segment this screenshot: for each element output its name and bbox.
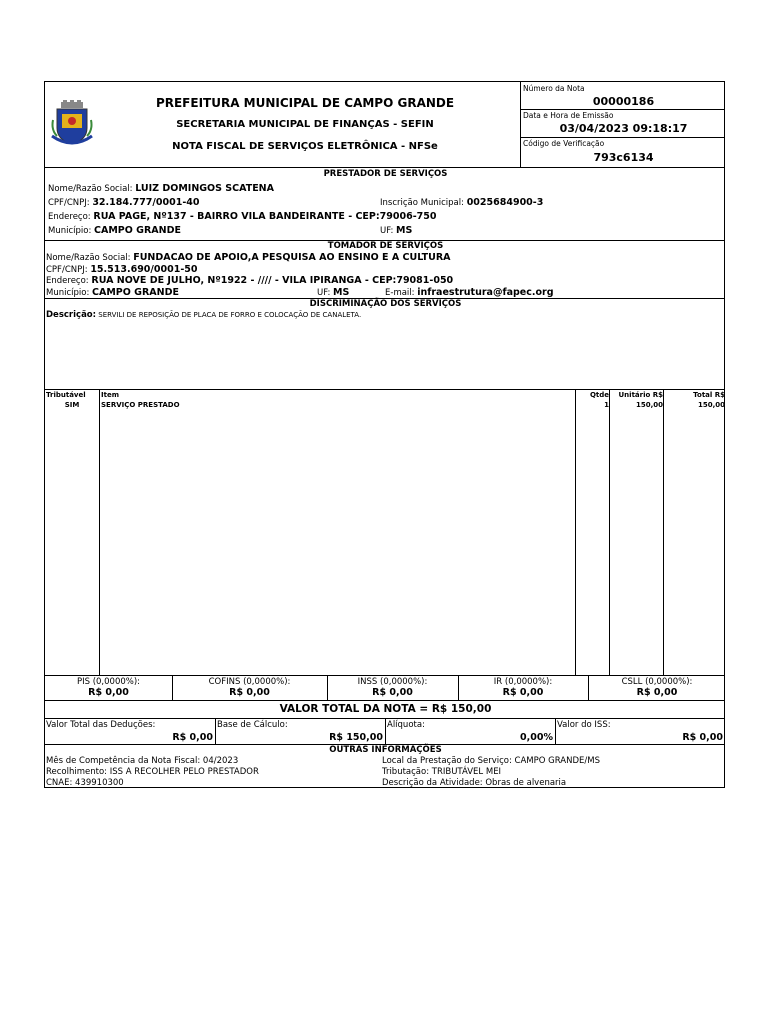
- numero-nota-label: Número da Nota: [523, 84, 585, 93]
- col-unitario-header: Unitário R$: [618, 391, 663, 399]
- prestador-uf-label: UF:: [380, 226, 394, 236]
- tributo-inss: [327, 677, 458, 698]
- tomador-uf-value: MS: [333, 287, 350, 298]
- tributo-csll-value: R$ 0,00: [636, 687, 678, 698]
- codigo-verificacao-value: 793c6134: [593, 151, 654, 164]
- tomador-email: [385, 287, 554, 298]
- deducoes-value: R$ 0,00: [172, 732, 213, 743]
- tomador-uf-label: UF:: [317, 288, 331, 298]
- outras-title: OUTRAS INFORMAÇÕES: [329, 745, 442, 755]
- aliquota-label: Alíquota:: [387, 720, 425, 730]
- tributacao: Tributação: TRIBUTÁVEL MEI: [382, 767, 502, 777]
- prestador-municipio-value: CAMPO GRANDE: [94, 225, 181, 236]
- aliquota-value: 0,00%: [520, 732, 553, 743]
- tomador-nome-value: FUNDACAO DE APOIO,A PESQUISA AO ENSINO E A CULTURA: [133, 252, 451, 263]
- tributo-ir-value: R$ 0,00: [502, 687, 544, 698]
- prestador-nome-label: Nome/Razão Social:: [48, 184, 133, 194]
- tributo-ir-label: IR (0,0000%):: [493, 677, 553, 687]
- competencia: Mês de Competência da Nota Fiscal: 04/2023: [46, 756, 239, 766]
- prestador-uf: [380, 225, 412, 236]
- row-total: 150,00: [697, 401, 725, 409]
- tomador-title: TOMADOR DE SERVIÇOS: [327, 241, 444, 251]
- tomador-nome: [46, 252, 451, 263]
- prestador-im-value: 0025684900-3: [466, 197, 544, 208]
- tributo-cofins: [172, 677, 327, 698]
- prestador-municipio-label: Município:: [48, 226, 92, 236]
- row-item: SERVIÇO PRESTADO: [101, 401, 180, 409]
- row-qtde: 1: [604, 401, 609, 409]
- tomador-municipio-label: Município:: [46, 288, 90, 298]
- descricao-label: Descrição:: [46, 310, 97, 320]
- tomador-municipio-value: CAMPO GRANDE: [92, 287, 179, 298]
- header-nfse-title: NOTA FISCAL DE SERVIÇOS ELETRÔNICA - NFSe: [172, 141, 438, 152]
- tomador-email-value: infraestrutura@fapec.org: [417, 287, 554, 298]
- tributo-pis: [45, 677, 172, 698]
- col-item-header: Item: [101, 391, 119, 399]
- prestador-endereco-value: RUA PAGE, Nº137 - BAIRRO VILA BANDEIRANTE - CEP:79006-750: [93, 211, 437, 222]
- prestador-im-label: Inscrição Municipal:: [380, 198, 464, 208]
- base-calculo-label: Base de Cálculo:: [217, 720, 288, 730]
- prestador-cpf: [48, 197, 199, 208]
- tomador-cpf: [46, 264, 197, 275]
- tomador-municipio: [46, 287, 179, 298]
- valor-iss-value: R$ 0,00: [682, 732, 723, 743]
- header-secretaria: SECRETARIA MUNICIPAL DE FINANÇAS - SEFIN: [176, 119, 434, 130]
- tomador-endereco: [46, 275, 453, 286]
- tributo-pis-label: PIS (0,0000%):: [76, 677, 141, 687]
- codigo-verificacao-label: Código de Verificação: [523, 139, 605, 148]
- prestador-uf-value: MS: [396, 225, 413, 236]
- descricao: [46, 310, 361, 320]
- col-qtde-header: Qtde: [589, 391, 609, 399]
- base-calculo-value: R$ 150,00: [329, 732, 383, 743]
- deducoes-label: Valor Total das Deduções:: [46, 720, 156, 730]
- row-tributavel: SIM: [64, 401, 80, 409]
- descricao-atividade: Descrição da Atividade: Obras de alvenaria: [382, 778, 567, 788]
- descricao-value: SERVILI DE REPOSIÇÃO DE PLACA DE FORRO E COLOCAÇÃO DE CANALETA.: [98, 311, 362, 319]
- prestador-endereco: [48, 211, 437, 222]
- data-emissao-label: Data e Hora de Emissão: [523, 111, 614, 120]
- prestador-cpf-value: 32.184.777/0001-40: [92, 197, 200, 208]
- tomador-nome-label: Nome/Razão Social:: [46, 253, 131, 263]
- data-emissao-value: 03/04/2023 09:18:17: [559, 122, 688, 135]
- tomador-cpf-label: CPF/CNPJ:: [46, 265, 88, 275]
- tributo-inss-label: INSS (0,0000%):: [357, 677, 428, 687]
- recolhimento: Recolhimento: ISS A RECOLHER PELO PRESTADOR: [46, 767, 259, 777]
- tomador-uf: [317, 287, 349, 298]
- tomador-cpf-value: 15.513.690/0001-50: [90, 264, 198, 275]
- col-tributavel-header: Tributável: [46, 391, 86, 399]
- col-total-header: Total R$: [693, 391, 725, 399]
- city-crest-icon: [49, 100, 95, 148]
- tributo-csll: [588, 677, 726, 698]
- nfse-document: [44, 81, 725, 788]
- discriminacao-title: DISCRIMINAÇÃO DOS SERVIÇOS: [309, 299, 462, 309]
- prestador-nome: [48, 183, 274, 194]
- tributo-pis-value: R$ 0,00: [88, 687, 129, 698]
- tributo-cofins-label: COFINS (0,0000%):: [208, 677, 291, 687]
- prestador-cpf-label: CPF/CNPJ:: [48, 198, 90, 208]
- tributo-ir: [458, 677, 588, 698]
- prestador-title: PRESTADOR DE SERVIÇOS: [323, 169, 448, 179]
- local-prestacao: Local da Prestação do Serviço: CAMPO GRANDE/MS: [382, 756, 600, 766]
- tributo-inss-value: R$ 0,00: [372, 687, 413, 698]
- cnae: CNAE: 439910300: [46, 778, 124, 788]
- valor-total-nota: VALOR TOTAL DA NOTA = R$ 150,00: [279, 703, 492, 715]
- tomador-endereco-value: RUA NOVE DE JULHO, Nº1922 - //// - VILA IPIRANGA - CEP:79081-050: [91, 275, 454, 286]
- tributo-csll-label: CSLL (0,0000%):: [621, 677, 693, 687]
- prestador-municipio: [48, 225, 181, 236]
- tributo-cofins-value: R$ 0,00: [229, 687, 270, 698]
- prestador-endereco-label: Endereço:: [48, 212, 91, 222]
- header-prefeitura: PREFEITURA MUNICIPAL DE CAMPO GRANDE: [155, 96, 455, 110]
- tomador-email-label: E-mail:: [385, 288, 415, 298]
- prestador-nome-value: LUIZ DOMINGOS SCATENA: [135, 183, 274, 194]
- valor-iss-label: Valor do ISS:: [557, 720, 611, 730]
- prestador-inscricao: [380, 197, 543, 208]
- tomador-endereco-label: Endereço:: [46, 276, 89, 286]
- row-unitario: 150,00: [635, 401, 663, 409]
- numero-nota-value: 00000186: [592, 95, 655, 108]
